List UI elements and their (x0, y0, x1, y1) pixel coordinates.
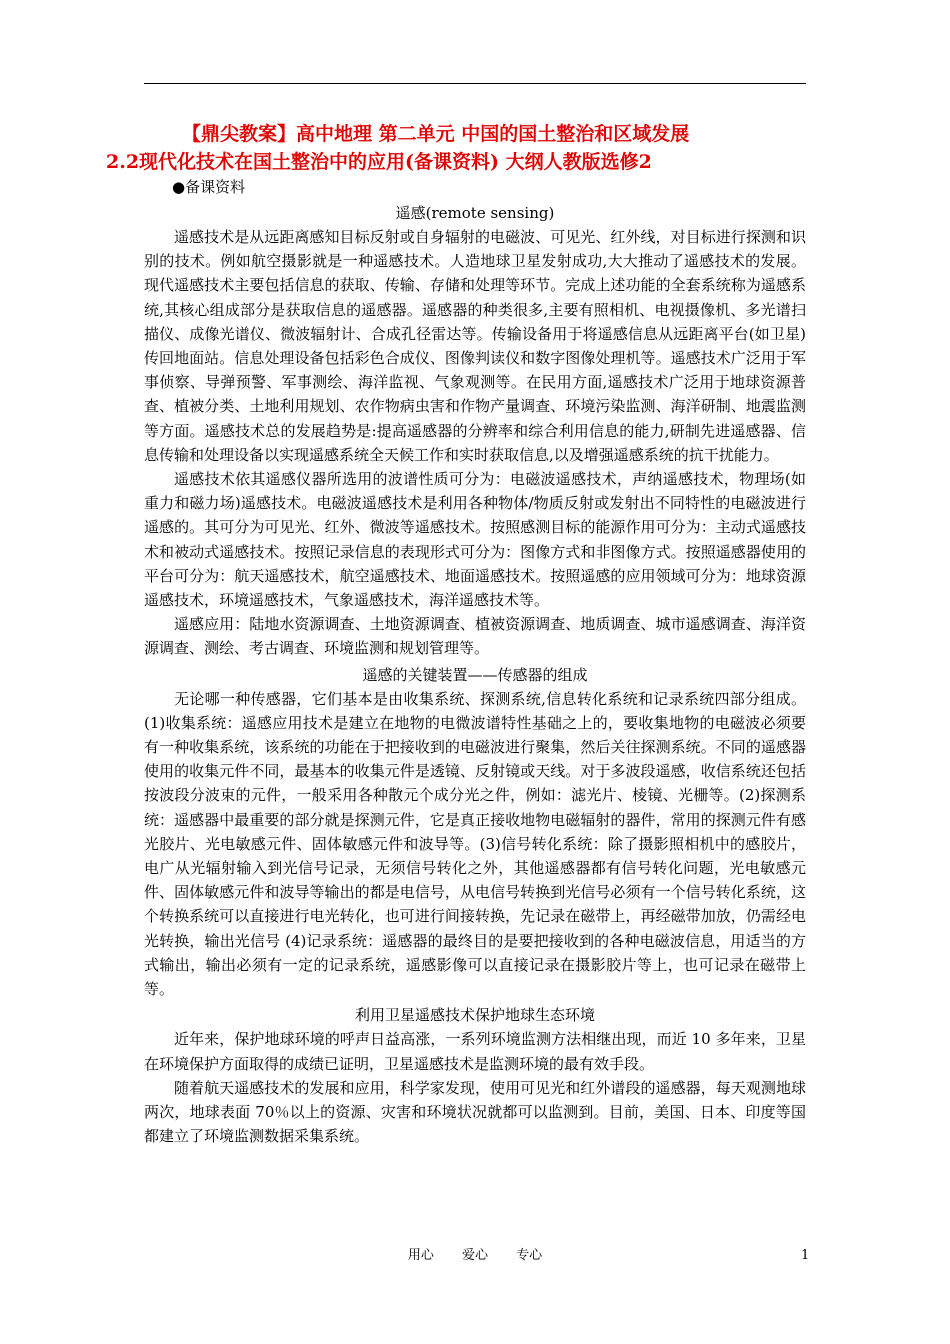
title-line-1: 【鼎尖教案】高中地理 第二单元 中国的国土整治和区域发展 (182, 123, 690, 145)
footer-motto-word: 爱心 (461, 1248, 488, 1263)
section-heading: 遥感的关键装置——传感器的组成 (362, 665, 588, 684)
page-number: 1 (801, 1248, 810, 1263)
footer-motto-word: 专心 (516, 1248, 543, 1263)
materials-label: ●备课资料 (172, 178, 246, 196)
section-heading: 利用卫星遥感技术保护地球生态环境 (354, 1006, 595, 1025)
title-line-2: 2.2现代化技术在国土整治中的应用(备课资料) 大纲人教版选修2 (106, 151, 652, 173)
paragraph: 遥感技术依其遥感仪器所选用的波谱性质可分为：电磁波遥感技术，声纳遥感技术，物理场(如重力和磁力场)遥感技术。电磁波遥感技术是利用各种物体/物质反射或发射出不同特性的电磁波进行遥感的。其可分为可见光、红外、微波等遥感技术。按照感测目标的能源作用可分为：主动式遥感技术和被动式遥感技术。按照记录信息的表现形式可分为：图像方式和非图像方式。按照遥感器使用的平台可分为：航天遥感技术，航空遥感技术、地面遥感技术。按照遥感的应用领域可分为：地球资源遥感技术，环境遥感技术，气象遥感技术，海洋遥感技术等。 (144, 470, 806, 610)
footer-motto-word: 用心 (407, 1248, 434, 1263)
section-remote-sensing (144, 201, 806, 661)
paragraph: 随着航天遥感技术的发展和应用，科学家发现，使用可见光和红外谱段的遥感器，每天观测地球两次，地球表面 70％以上的资源、灾害和环境状况就都可以监测到。目前，美国、日本、印度等国都建立了环境监测数据采集系统。 (144, 1078, 806, 1146)
paragraph: 遥感技术是从远距离感知目标反射或自身辐射的电磁波、可见光、红外线，对目标进行探测和识别的技术。例如航空摄影就是一种遥感技术。人造地球卫星发射成功,大大推动了遥感技术的发展。现代遥感技术主要包括信息的获取、传输、存储和处理等环节。完成上述功能的全套系统称为遥感系统,其核心组成部分是获取信息的遥感器。遥感器的种类很多,主要有照相机、电视摄像机、多光谱扫描仪、成像光谱仪、微波辐射计、合成孔径雷达等。传输设备用于将遥感信息从远距离平台(如卫星)传回地面站。信息处理设备包括彩色合成仪、图像判读仪和数字图像处理机等。遥感技术广泛用于军事侦察、导弹预警、军事测绘、海洋监视、气象观测等。在民用方面,遥感技术广泛用于地球资源普查、植被分类、土地利用规划、农作物病虫害和作物产量调查、环境污染监测、海洋研制、地震监测等方面。遥感技术总的发展趋势是:提高遥感器的分辨率和综合利用信息的能力,研制先进遥感器、信息传输和处理设备以实现遥感系统全天候工作和实时获取信息,以及增强遥感系统的抗干扰能力。 (144, 228, 806, 464)
section-sensor-components (144, 663, 806, 1002)
document-title (106, 120, 806, 176)
paragraph: 遥感应用：陆地水资源调查、土地资源调查、植被资源调查、地质调查、城市遥感调查、海洋资源调查、测绘、考古调查、环境监测和规划管理等。 (144, 615, 806, 658)
document-body (106, 120, 806, 1148)
header-rule (144, 83, 806, 84)
section-satellite-environment (144, 1003, 806, 1148)
section-heading: 遥感(remote sensing) (395, 204, 555, 222)
paragraph: 无论哪一种传感器，它们基本是由收集系统、探测系统,信息转化系统和记录系统四部分组成。(1)收集系统：遥感应用技术是建立在地物的电微波谱特性基础之上的，要收集地物的电磁波必须要有一种收集系统，该系统的功能在于把接收到的电磁波进行聚集，然后关往探测系统。不同的遥感器使用的收集元件不同，最基本的收集元件是透镜、反射镜或天线。对于多波段遥感，收信系统还包括按波段分波束的元件，一般采用各种散元个成分光之件，例如：滤光片、棱镜、光栅等。(2)探测系统：遥感器中最重要的部分就是探测元件，它是真正接收地物电磁辐射的器件，常用的探测元件有感光胶片、光电敏感元件、固体敏感元件和波导等。(3)信号转化系统：除了摄影照相机中的感胶片，电广从光辐射输入到光信号记录，无须信号转化之外，其他遥感器都有信号转化问题，光电敏感元件、固体敏感元件和波导等输出的都是电信号，从电信号转换到光信号必须有一个信号转化系统，这个转换系统可以直接进行电光转化，也可进行间接转换，先记录在磁带上，再经磁带加放，仍需经电光转换，输出光信号 (4)记录系统：遥感器的最终目的是要把接收到的各种电磁波信息，用适当的方式输出，输出必须有一定的记录系统，遥感影像可以直接记录在摄影胶片等上，也可记录在磁带上等。 (144, 689, 806, 999)
paragraph: 近年来，保护地球环境的呼声日益高涨，一系列环境监测方法相继出现，而近 10 多年来，卫星在环境保护方面取得的成绩已证明，卫星遥感技术是监测环境的最有效手段。 (144, 1030, 806, 1073)
